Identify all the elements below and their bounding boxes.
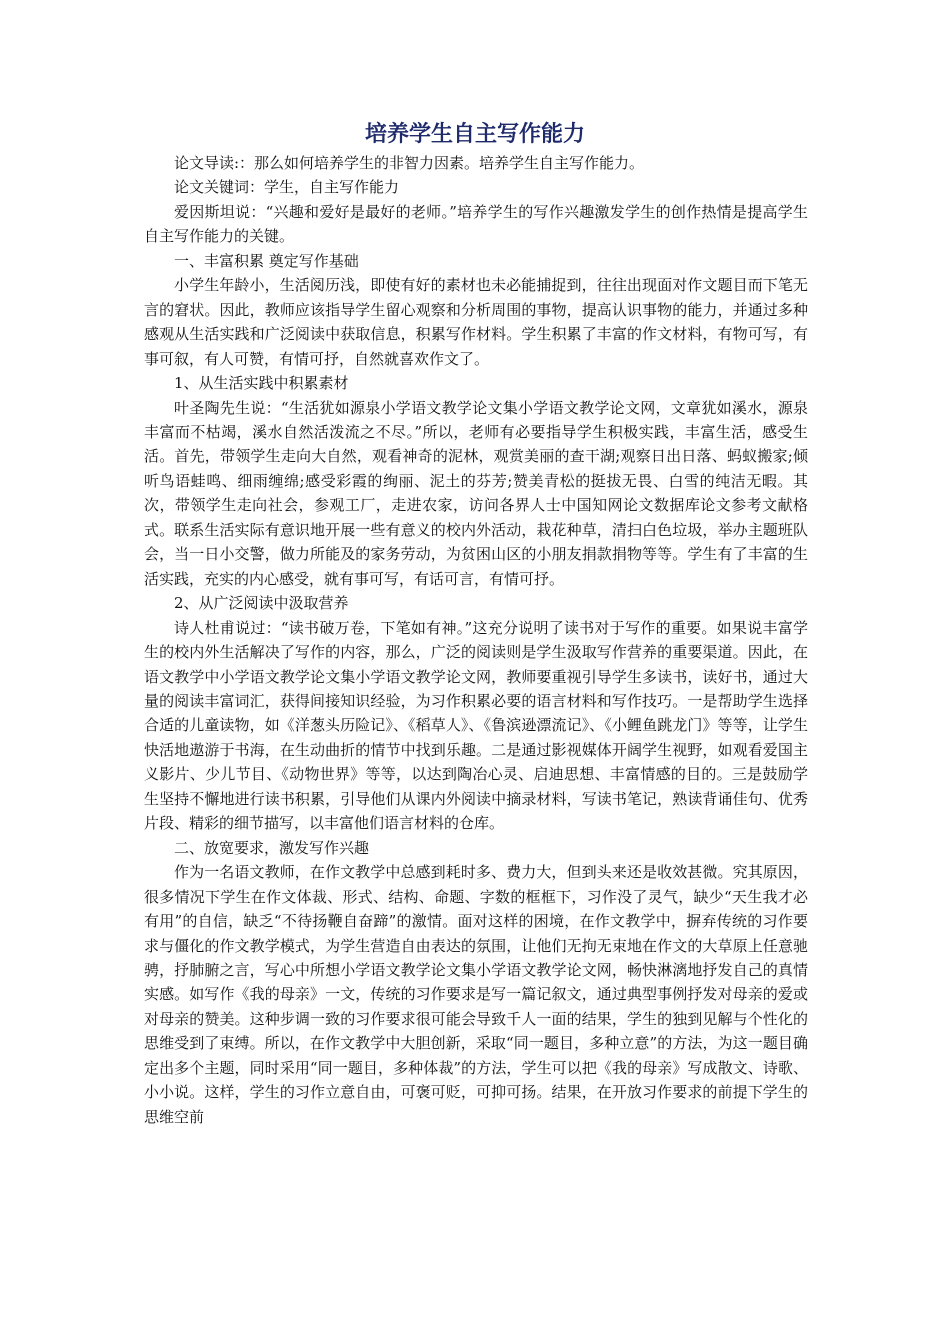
subsection-heading: 1、从生活实践中积累素材 xyxy=(174,374,349,393)
document-body xyxy=(144,151,808,1129)
section-heading: 二、放宽要求，激发写作兴趣 xyxy=(174,838,370,857)
section-heading: 一、丰富积累 奠定写作基础 xyxy=(174,251,359,270)
body-paragraph: 作为一名语文教师，在作文教学中总感到耗时多、费力大，但到头来还是收效甚微。究其原因，很多情况下学生在作文体裁、形式、结构、命题、字数的框框下，习作没了灵气，缺少“天生我才必有用”的自信，缺乏“不待扬鞭自奋蹄”的激情。面对这样的困境，在作文教学中，摒弃传统的习作要求与僵化的作文教学模式，为学生营造自由表达的氛围，让他们无拘无束地在作文的大草原上任意驰骋，抒肺腑之言，写心中所想小学语文教学论文集小学语文教学论文网，畅快淋漓地抒发自己的真情实感。如写作《我的母亲》一文，传统的习作要求是写一篇记叙文，通过典型事例抒发对母亲的爱或对母亲的赞美。这种步调一致的习作要求很可能会导致千人一面的结果，学生的独到见解与个性化的思维受到了束缚。所以，在作文教学中大胆创新，采取“同一题目，多种立意”的方法，为这一题目确定出多个主题，同时采用“同一题目，多种体裁”的方法，学生可以把《我的母亲》写成散文、诗歌、小小说。这样，学生的习作立意自由，可褒可贬，可抑可扬。结果，在开放习作要求的前提下学生的思维空前 xyxy=(144,863,808,1126)
keywords-paragraph: 论文关键词：学生，自主写作能力 xyxy=(174,178,400,197)
body-paragraph: 小学生年龄小，生活阅历浅，即使有好的素材也未必能捕捉到，往往出现面对作文题目而下笔无言的窘状。因此，教师应该指导学生留心观察和分析周围的事物，提高认识事物的能力，并通过多种感观从生活实践和广泛阅读中获取信息，积累写作材料。学生积累了丰富的作文材料，有物可写，有事可叙，有人可赞，有情可抒，自然就喜欢作文了。 xyxy=(144,276,808,368)
body-paragraph: 爱因斯坦说：“兴趣和爱好是最好的老师。”培养学生的写作兴趣激发学生的创作热情是提高学生自主写作能力的关键。 xyxy=(144,202,808,246)
body-paragraph: 诗人杜甫说过：“读书破万卷，下笔如有神。”这充分说明了读书对于写作的重要。如果说丰富学生的校内外生活解决了写作的内容，那么，广泛的阅读则是学生汲取写作营养的重要渠道。因此，在语文教学中小学语文教学论文集小学语文教学论文网，教师要重视引导学生多读书，读好书，通过大量的阅读丰富词汇，获得间接知识经验，为习作积累必要的语言材料和写作技巧。一是帮助学生选择合适的儿童读物，如《洋葱头历险记》、《稻草人》、《鲁滨逊漂流记》、《小鲤鱼跳龙门》等等，让学生快活地遨游于书海，在生动曲折的情节中找到乐趣。二是通过影视媒体开阔学生视野，如观看爱国主义影片、少儿节目、《动物世界》等等，以达到陶冶心灵、启迪思想、丰富情感的目的。三是鼓励学生坚持不懈地进行读书积累，引导他们从课内外阅读中摘录材料，写读书笔记，熟读背诵佳句、优秀片段、精彩的细节描写，以丰富他们语言材料的仓库。 xyxy=(144,618,808,833)
subsection-heading: 2、从广泛阅读中汲取营养 xyxy=(174,594,349,613)
body-paragraph: 叶圣陶先生说：“生活犹如源泉小学语文教学论文集小学语文教学论文网，文章犹如溪水，源泉丰富而不枯竭，溪水自然活泼流之不尽。”所以，老师有必要指导学生积极实践，丰富生活，感受生活。首先，带领学生走向大自然，观看神奇的泥林，观赏美丽的查干湖;观察日出日落、蚂蚁搬家;倾听鸟语蛙鸣、细雨缠绵;感受彩霞的绚丽、泥土的芬芳;赞美青松的挺拔无畏、白雪的纯洁无暇。其次，带领学生走向社会，参观工厂，走进农家，访问各界人士中国知网论文数据库论文参考文献格式。联系生活实际有意识地开展一些有意义的校内外活动，栽花种草，清扫白色垃圾，举办主题班队会，当一日小交警，做力所能及的家务劳动，为贫困山区的小朋友捐款捐物等等。学生有了丰富的生活实践，充实的内心感受，就有事可写，有话可言，有情可抒。 xyxy=(144,398,808,588)
abstract-paragraph: 论文导读:：那么如何培养学生的非智力因素。培养学生自主写作能力。 xyxy=(174,154,645,172)
document-title: 培养学生自主写作能力 xyxy=(364,122,585,147)
